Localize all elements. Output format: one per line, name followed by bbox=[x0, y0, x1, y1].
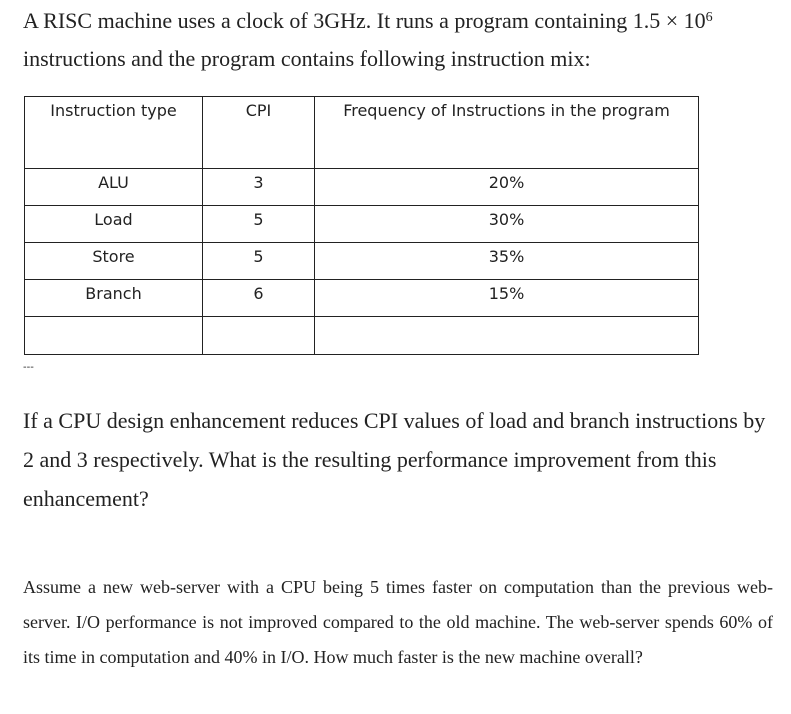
cell-empty bbox=[203, 317, 315, 355]
cell-cpi: 6 bbox=[203, 280, 315, 317]
separator-dashes: --- bbox=[23, 362, 34, 373]
cell-empty bbox=[25, 317, 203, 355]
intro-exponent: 6 bbox=[705, 10, 713, 25]
table-row-branch bbox=[25, 280, 699, 317]
header-frequency: Frequency of Instructions in the program bbox=[315, 97, 699, 169]
enhancement-question: If a CPU design enhancement reduces CPI values of load and branch instructions by 2 and 3 respectively. What is the resulting performance improvement from this enhancement? bbox=[23, 408, 766, 511]
intro-paragraph bbox=[23, 2, 783, 78]
webserver-question: Assume a new web-server with a CPU being 5 times faster on computation than the previous web-server. I/O performance is not improved compared to the old machine. The web-server spends 60% of its time in computation and 40% in I/O. How much faster is the new machine overall? bbox=[23, 577, 773, 667]
cell-type: Load bbox=[25, 206, 203, 243]
intro-text-before: A RISC machine uses a clock of 3GHz. It runs a program containing 1.5 × 10 bbox=[23, 8, 706, 33]
cell-frequency: 20% bbox=[315, 169, 699, 206]
cell-frequency: 15% bbox=[315, 280, 699, 317]
header-cpi: CPI bbox=[203, 97, 315, 169]
cell-cpi: 5 bbox=[203, 243, 315, 280]
cell-type: ALU bbox=[25, 169, 203, 206]
table-row-alu bbox=[25, 169, 699, 206]
table-row-load bbox=[25, 206, 699, 243]
cell-cpi: 5 bbox=[203, 206, 315, 243]
cell-empty bbox=[315, 317, 699, 355]
instruction-mix-table bbox=[24, 96, 699, 355]
cell-type: Branch bbox=[25, 280, 203, 317]
cell-type: Store bbox=[25, 243, 203, 280]
intro-text-after: instructions and the program contains following instruction mix: bbox=[23, 46, 591, 71]
cell-frequency: 30% bbox=[315, 206, 699, 243]
header-instruction-type: Instruction type bbox=[25, 97, 203, 169]
cell-cpi: 3 bbox=[203, 169, 315, 206]
cell-frequency: 35% bbox=[315, 243, 699, 280]
table-row-empty bbox=[25, 317, 699, 355]
table-row-store bbox=[25, 243, 699, 280]
table-header-row bbox=[25, 97, 699, 169]
